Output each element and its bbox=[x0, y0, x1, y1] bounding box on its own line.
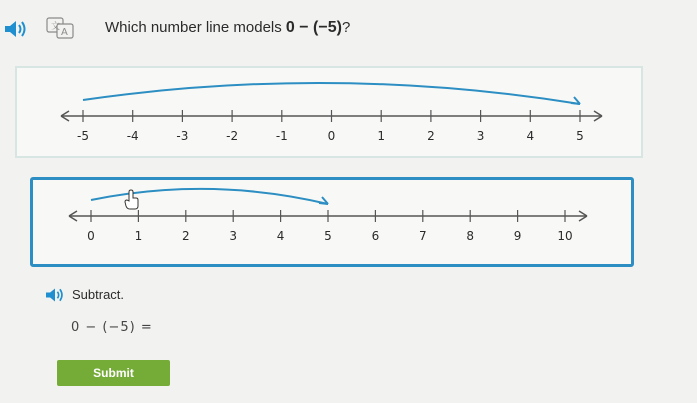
tick-label: -3 bbox=[176, 129, 189, 143]
svg-text:文: 文 bbox=[51, 22, 61, 32]
speaker-icon[interactable] bbox=[44, 286, 66, 304]
submit-button[interactable]: Submit bbox=[57, 360, 170, 386]
translate-icon[interactable] bbox=[46, 17, 74, 39]
svg-text:A: A bbox=[61, 27, 68, 38]
jump-arrowhead-icon bbox=[319, 197, 328, 204]
tick-label: 4 bbox=[526, 129, 535, 143]
tick-label: 1 bbox=[377, 129, 386, 143]
question-suffix: ? bbox=[341, 19, 351, 36]
tick-label: -5 bbox=[77, 129, 89, 143]
tick-label: 0 bbox=[87, 229, 95, 243]
tick-label: 10 bbox=[557, 229, 573, 243]
tick-label: -2 bbox=[226, 129, 239, 143]
tick-label: 6 bbox=[371, 229, 380, 243]
tick-label: 4 bbox=[276, 229, 285, 243]
jump-arrow bbox=[83, 83, 580, 104]
number-line-b-graphic bbox=[33, 180, 637, 270]
tick-label: -4 bbox=[126, 129, 139, 143]
tick-label: 0 bbox=[327, 129, 336, 143]
tick-label: 1 bbox=[134, 229, 143, 243]
number-line-a-graphic bbox=[17, 68, 645, 160]
tick-label: 8 bbox=[466, 229, 475, 243]
tick-label: 2 bbox=[181, 229, 190, 243]
tick-label: 5 bbox=[576, 129, 584, 143]
equation-text: 0 − (−5) = bbox=[71, 320, 153, 335]
question-expression: 0 − (−5) bbox=[285, 19, 342, 36]
tick-label: 9 bbox=[513, 229, 522, 243]
jump-arrowhead-icon bbox=[571, 97, 580, 104]
tick-label: 7 bbox=[418, 229, 427, 243]
speaker-icon[interactable] bbox=[3, 18, 29, 40]
tick-label: 3 bbox=[476, 129, 485, 143]
number-line-option-b[interactable] bbox=[30, 177, 634, 267]
instruction-text: Subtract. bbox=[72, 287, 125, 302]
tick-label: 2 bbox=[427, 129, 435, 143]
tick-label: 5 bbox=[324, 229, 332, 243]
question-prefix: Which number line models bbox=[105, 19, 282, 36]
number-line-option-a[interactable] bbox=[15, 66, 643, 158]
question-text bbox=[105, 19, 350, 37]
tick-label: 3 bbox=[229, 229, 238, 243]
tick-label: -1 bbox=[275, 129, 288, 143]
